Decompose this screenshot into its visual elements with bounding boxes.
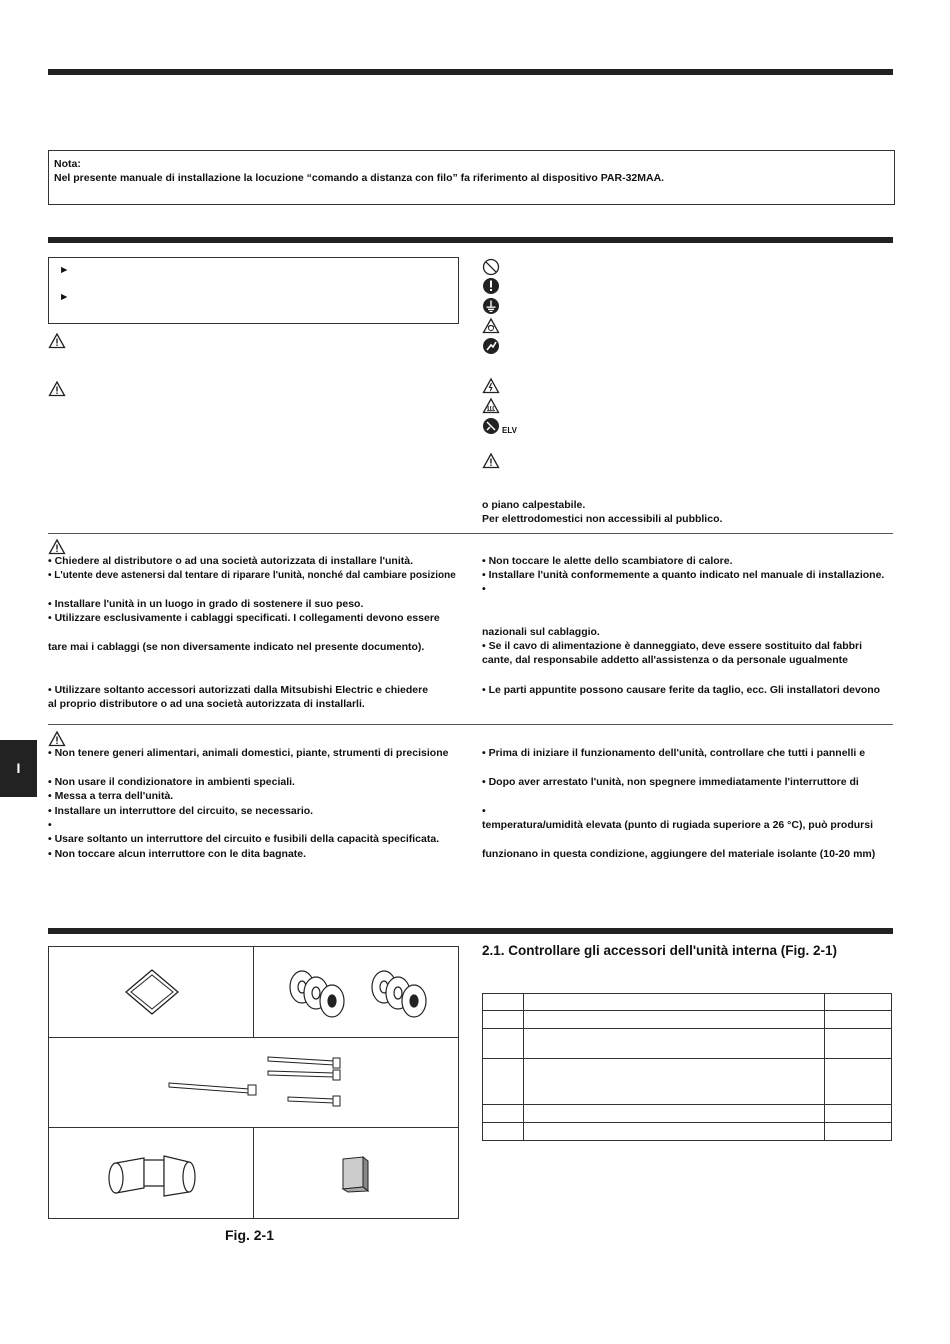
- caution-line: • Usare soltanto un interruttore del circuito e fusibili della capacità specificata.: [48, 833, 440, 845]
- note-box: [48, 150, 895, 205]
- warning-line: •: [482, 583, 486, 595]
- warning-line: • Utilizzare soltanto accessori autorizzati dalla Mitsubishi Electric e chiedere: [48, 684, 429, 696]
- safety-tail-2: Per elettrodomestici non accessibili al pubblico.: [482, 513, 723, 525]
- top-rule: [48, 69, 893, 75]
- accessory-cell: [253, 1127, 459, 1219]
- caution-line: • Non toccare alcun interruttore con le dita bagnate.: [48, 848, 307, 860]
- language-tab-label: I: [16, 760, 21, 776]
- hot-surface-warning-icon: [482, 397, 500, 415]
- divider: [48, 533, 893, 534]
- accessory-table: [482, 993, 892, 1141]
- section1-rule: [48, 237, 893, 243]
- caution-line: • Installare un interruttore del circuito, se necessario.: [48, 805, 314, 817]
- note-title: Nota:: [54, 158, 81, 170]
- caution-line: • Prima di iniziare il funzionamento dell'unità, controllare che tutti i pannelli e: [482, 747, 866, 759]
- note-text: Nel presente manuale di installazione la locuzione “comando a distanza con filo” fa riferimento al dispositivo PAR-32MAA.: [54, 172, 665, 184]
- drain-socket-icon: [104, 1148, 204, 1203]
- table-row: [483, 994, 892, 1011]
- warning-triangle-icon: [48, 730, 66, 748]
- bullet-arrow: ►: [59, 291, 70, 303]
- accessory-cell: [48, 946, 254, 1038]
- language-side-tab: [0, 740, 37, 797]
- bullet-arrow: ►: [59, 264, 70, 276]
- safety-info-box: [48, 257, 459, 324]
- divider: [48, 724, 893, 725]
- warning-line: • Utilizzare esclusivamente i cablaggi specificati. I collegamenti devono essere: [48, 612, 440, 624]
- section-heading: 2.1. Controllare gli accessori dell'unità interna (Fig. 2-1): [482, 943, 838, 958]
- rotating-fan-warning-icon: [482, 317, 500, 335]
- prohibited-icon: [482, 258, 500, 276]
- warning-line: tare mai i cablaggi (se non diversamente indicato nel presente documento).: [48, 641, 425, 653]
- elv-icon: [482, 417, 500, 435]
- accessory-cell: [253, 946, 459, 1038]
- warning-line: • Non toccare le alette dello scambiatore di calore.: [482, 555, 733, 567]
- table-row: [483, 1123, 892, 1141]
- warning-line: • Chiedere al distributore o ad una società autorizzata di installare l'unità.: [48, 555, 414, 567]
- caution-line: • Non tenere generi alimentari, animali domestici, piante, strumenti di precisione: [48, 747, 449, 759]
- electric-shock-warning-icon: [482, 377, 500, 395]
- warning-triangle-icon: [48, 380, 66, 398]
- disconnect-power-icon: [482, 337, 500, 355]
- section2-rule: [48, 928, 893, 934]
- warning-line: • Installare l'unità in un luogo in grado di sostenere il suo peso.: [48, 598, 364, 610]
- table-row: [483, 1011, 892, 1029]
- caution-line: • Non usare il condizionatore in ambienti speciali.: [48, 776, 295, 788]
- warning-line: • L'utente deve astenersi dal tentare di riparare l'unità, nonché dal cambiare posizione: [48, 570, 456, 581]
- figure-caption: Fig. 2-1: [225, 1227, 275, 1243]
- warning-triangle-icon: [48, 538, 66, 556]
- mandatory-exclamation-icon: [482, 277, 500, 295]
- warning-line: • Installare l'unità conformemente a quanto indicato nel manuale di installazione.: [482, 569, 885, 581]
- caution-line: •: [48, 819, 52, 831]
- safety-tail-1: o piano calpestabile.: [482, 499, 586, 511]
- warning-triangle-icon: [482, 452, 500, 470]
- ground-icon: [482, 297, 500, 315]
- foam-pad-icon: [339, 1153, 374, 1193]
- insulation-pad-icon: [122, 967, 182, 1017]
- caution-line: • Messa a terra dell'unità.: [48, 790, 174, 802]
- caution-line: funzionano in questa condizione, aggiungere del materiale isolante (10-20 mm): [482, 848, 876, 860]
- warning-line: nazionali sul cablaggio.: [482, 626, 600, 638]
- warning-line: • Le parti appuntite possono causare ferite da taglio, ecc. Gli installatori devono: [482, 684, 881, 696]
- warning-line: cante, dal responsabile addetto all'assistenza o da personale ugualmente: [482, 654, 849, 666]
- elv-label: ELV: [502, 426, 517, 435]
- cable-ties-icon: [164, 1053, 344, 1113]
- table-row: [483, 1059, 892, 1105]
- caution-line: • Dopo aver arrestato l'unità, non spegnere immediatamente l'interruttore di: [482, 776, 859, 788]
- washers-icon: [284, 965, 434, 1025]
- warning-line: al proprio distributore o ad una società autorizzata di installarli.: [48, 698, 365, 710]
- warning-triangle-icon: [48, 332, 66, 350]
- table-row: [483, 1029, 892, 1059]
- caution-line: •: [482, 805, 486, 817]
- warning-line: • Se il cavo di alimentazione è danneggiato, deve essere sostituito dal fabbri: [482, 640, 863, 652]
- table-row: [483, 1105, 892, 1123]
- accessory-cell: [48, 1127, 254, 1219]
- accessory-cell: [48, 1037, 459, 1128]
- caution-line: temperatura/umidità elevata (punto di rugiada superiore a 26 °C), può prodursi: [482, 819, 874, 831]
